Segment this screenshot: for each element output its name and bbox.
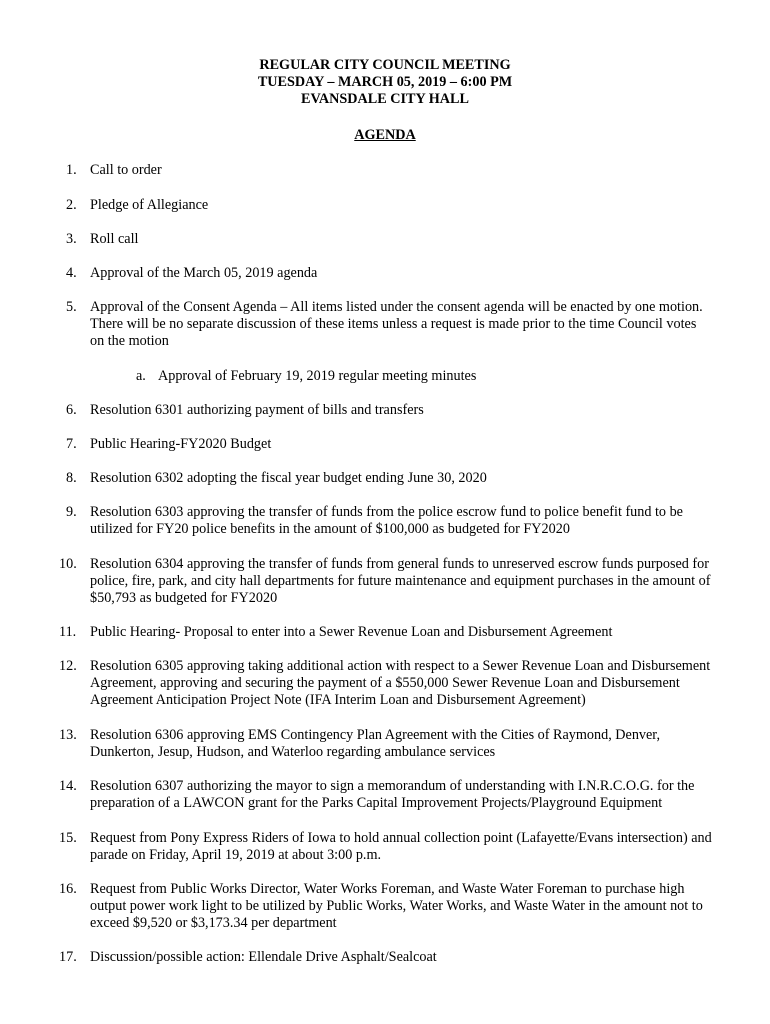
agenda-heading: AGENDA xyxy=(354,127,416,143)
item-number: 3. xyxy=(66,231,77,247)
item-text: Public Hearing-FY2020 Budget xyxy=(90,436,272,452)
item-number: 7. xyxy=(66,436,77,452)
item-text: Public Hearing- Proposal to enter into a Sewer Revenue Loan and Disbursement Agreement xyxy=(90,624,613,640)
item-number: 14. xyxy=(59,778,77,794)
item-text: Roll call xyxy=(90,231,139,247)
item-number: 8. xyxy=(66,470,77,486)
item-text: Resolution 6304 approving the transfer of funds from general funds to unreserved escrow funds purposed for police, fire, park, and city hall departments for future maintenance and equipment purchases in the amount of $50,793 as budgeted for FY2020 xyxy=(90,556,711,607)
item-number: 5. xyxy=(66,299,77,315)
item-number: 2. xyxy=(66,197,77,213)
item-number: 16. xyxy=(59,881,77,897)
item-number: 15. xyxy=(59,830,77,846)
item-number: 6. xyxy=(66,402,77,418)
item-text: Pledge of Allegiance xyxy=(90,197,209,213)
item-text: Resolution 6303 approving the transfer of funds from the police escrow fund to police benefit fund to be utilized for FY20 police benefits in the amount of $100,000 as budgeted for FY2020 xyxy=(90,504,683,538)
item-text: Resolution 6307 authorizing the mayor to sign a memorandum of understanding with I.N.R.C.O.G. for the preparation of a LAWCON grant for the Parks Capital Improvement Projects/Playground Equipment xyxy=(90,778,695,812)
item-text: Request from Public Works Director, Water Works Foreman, and Waste Water Foreman to purchase high output power work light to be utilized by Public Works, Water Works, and Waste Water in the amount not to exceed $9,520 or $3,173.34 per department xyxy=(90,881,703,932)
item-number: 12. xyxy=(59,658,77,674)
item-text: Discussion/possible action: Ellendale Drive Asphalt/Sealcoat xyxy=(90,949,437,965)
item-text: Resolution 6305 approving taking additional action with respect to a Sewer Revenue Loan and Disbursement Agreement, approving and securing the payment of a $550,000 Sewer Revenue Loan and Disbursement Agreement Anticipation Project Note (IFA Interim Loan and Disbursement Agreement) xyxy=(90,658,711,709)
item-text: Resolution 6301 authorizing payment of bills and transfers xyxy=(90,402,424,418)
item-number: 4. xyxy=(66,265,77,281)
item-text: Approval of the March 05, 2019 agenda xyxy=(90,265,318,281)
item-number: 9. xyxy=(66,504,77,520)
item-number: 11. xyxy=(59,624,77,640)
item-text: Request from Pony Express Riders of Iowa to hold annual collection point (Lafayette/Evans intersection) and parade on Friday, April 19, 2019 at about 3:00 p.m. xyxy=(90,830,712,864)
item-number: 1. xyxy=(66,162,77,178)
item-number: 10. xyxy=(59,556,77,572)
item-text: Call to order xyxy=(90,162,162,178)
meeting-title: REGULAR CITY COUNCIL MEETING xyxy=(259,57,511,73)
subitem-text: Approval of February 19, 2019 regular meeting minutes xyxy=(158,368,477,384)
item-number: 17. xyxy=(59,949,77,965)
meeting-location: EVANSDALE CITY HALL xyxy=(301,91,469,107)
item-text: Resolution 6302 adopting the fiscal year budget ending June 30, 2020 xyxy=(90,470,487,486)
subitem-letter: a. xyxy=(136,368,146,384)
item-number: 13. xyxy=(59,727,77,743)
item-text: Resolution 6306 approving EMS Contingency Plan Agreement with the Cities of Raymond, Denver, Dunkerton, Jesup, Hudson, and Waterloo regarding ambulance services xyxy=(90,727,661,761)
meeting-header xyxy=(0,57,770,108)
item-text: Approval of the Consent Agenda – All items listed under the consent agenda will be enacted by one motion. There will be no separate discussion of these items unless a request is made prior to the time Council votes on the motion xyxy=(90,299,703,350)
meeting-date-time: TUESDAY – MARCH 05, 2019 – 6:00 PM xyxy=(257,74,513,90)
